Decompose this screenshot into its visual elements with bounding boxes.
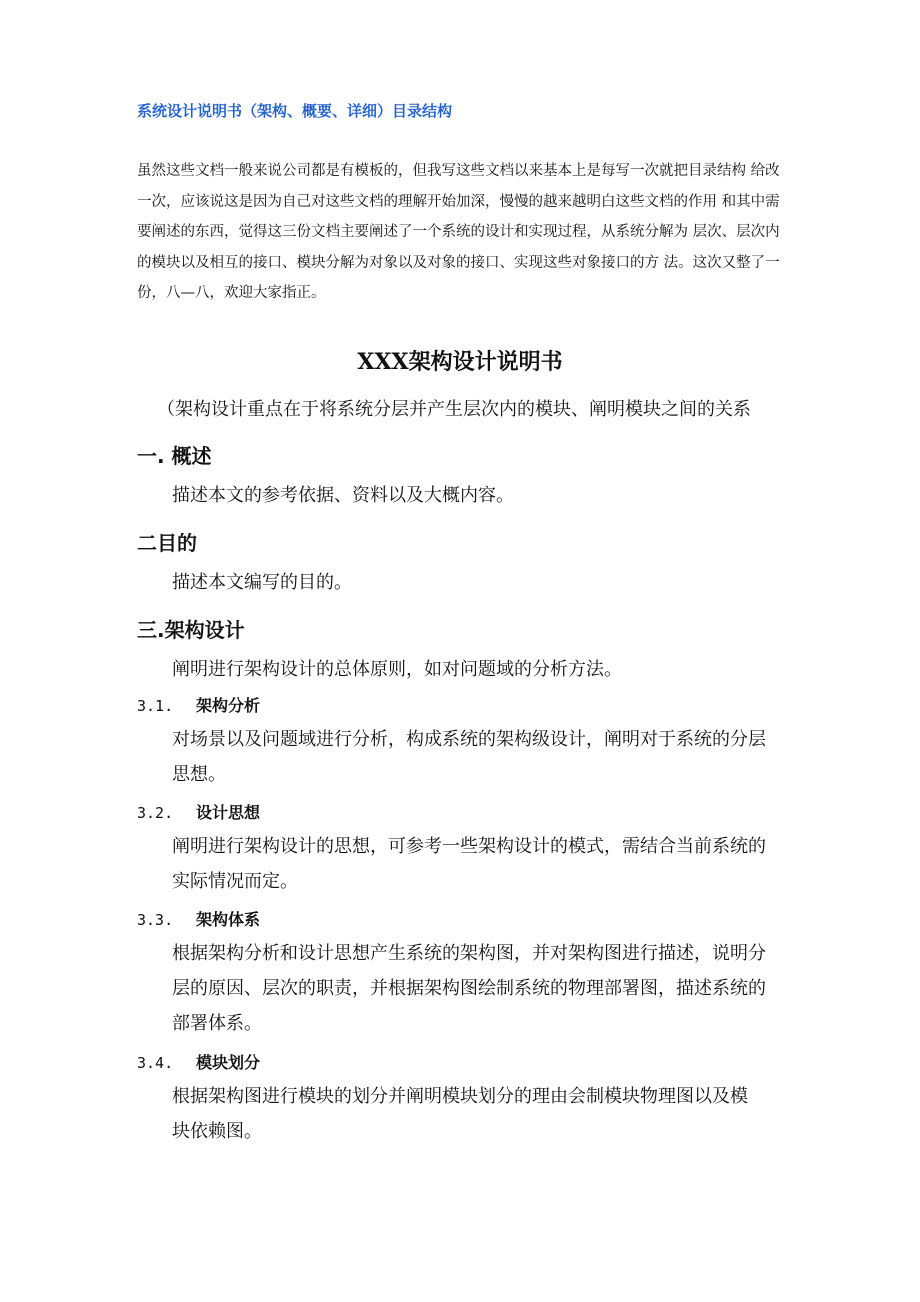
intro-line: 份，八—八，欢迎大家指正。 [137,285,326,301]
section-body-architecture [172,652,827,687]
section-body-purpose [172,565,827,600]
intro-line: 要阐述的东西，觉得这三份文档主要阐述了一个系统的设计和实现过程，从系统分解为 层次、层次内 [137,224,780,240]
subsection-heading-3-4 [137,1050,260,1073]
subsection-body-3-2 [172,829,827,899]
document-subtitle: （架构设计重点在于将系统分层并产生层次内的模块、阐明模块之间的关系 [157,399,751,420]
intro-line: 一次，应该说这是因为自己对这些文档的理解开始加深，慢慢的越来越明白这些文档的作用 和其中需 [137,193,780,210]
body-line: 块依赖图。 [172,1121,262,1142]
intro-line: 虽然这些文档一般来说公司都是有模板的，但我写这些文档以来基本上是每写一次就把目录结构 给改 [137,163,780,179]
subsection-title: 架构分析 [196,696,261,715]
body-line: 根据架构分析和设计思想产生系统的架构图，并对架构图进行描述，说明分 [172,943,766,964]
section-body-overview [172,478,827,513]
body-line: 实际情况而定。 [172,871,298,892]
section-heading-overview: 一. 概述 [137,444,212,468]
body-line: 根据架构图进行模块的划分并阐明模块划分的理由会制模块物理图以及模 [172,1086,748,1107]
body-line: 思想。 [172,764,226,785]
subsection-heading-3-1 [137,693,260,716]
document-title: XXX架构设计说明书 [357,349,563,375]
subsection-title: 设计思想 [196,803,261,822]
section-heading-purpose: 二目的 [137,531,197,555]
subsection-body-3-4 [172,1079,827,1149]
body-line: 对场景以及问题域进行分析，构成系统的架构级设计，阐明对于系统的分层 [172,729,766,750]
body-line: 阐明进行架构设计的总体原则，如对问题域的分析方法。 [172,659,622,680]
subsection-heading-3-2 [137,800,260,823]
subsection-number: 3.2. [137,804,174,822]
intro-paragraph [137,156,827,309]
page-title: 系统设计说明书（架构、概要、详细）目录结构 [137,102,453,120]
subsection-body-3-3 [172,936,827,1041]
subsection-number: 3.4. [137,1054,174,1072]
subsection-heading-3-3 [137,907,260,930]
body-line: 层的原因、层次的职责，并根据架构图绘制系统的物理部署图，描述系统的 [172,978,766,999]
subsection-title: 模块划分 [196,1053,261,1072]
subsection-number: 3.3. [137,911,174,929]
section-heading-architecture: 三.架构设计 [137,618,245,642]
subsection-title: 架构体系 [196,910,261,929]
body-line: 部署体系。 [172,1013,262,1034]
subsection-number: 3.1. [137,697,174,715]
intro-line: 的模块以及相互的接口、模块分解为对象以及对象的接口、实现这些对象接口的方 法。这次又整了一 [137,254,780,271]
body-line: 描述本文编写的目的。 [172,572,352,593]
subsection-body-3-1 [172,722,827,792]
body-line: 描述本文的参考依据、资料以及大概内容。 [172,485,514,506]
body-line: 阐明进行架构设计的思想，可参考一些架构设计的模式，需结合当前系统的 [172,836,766,857]
